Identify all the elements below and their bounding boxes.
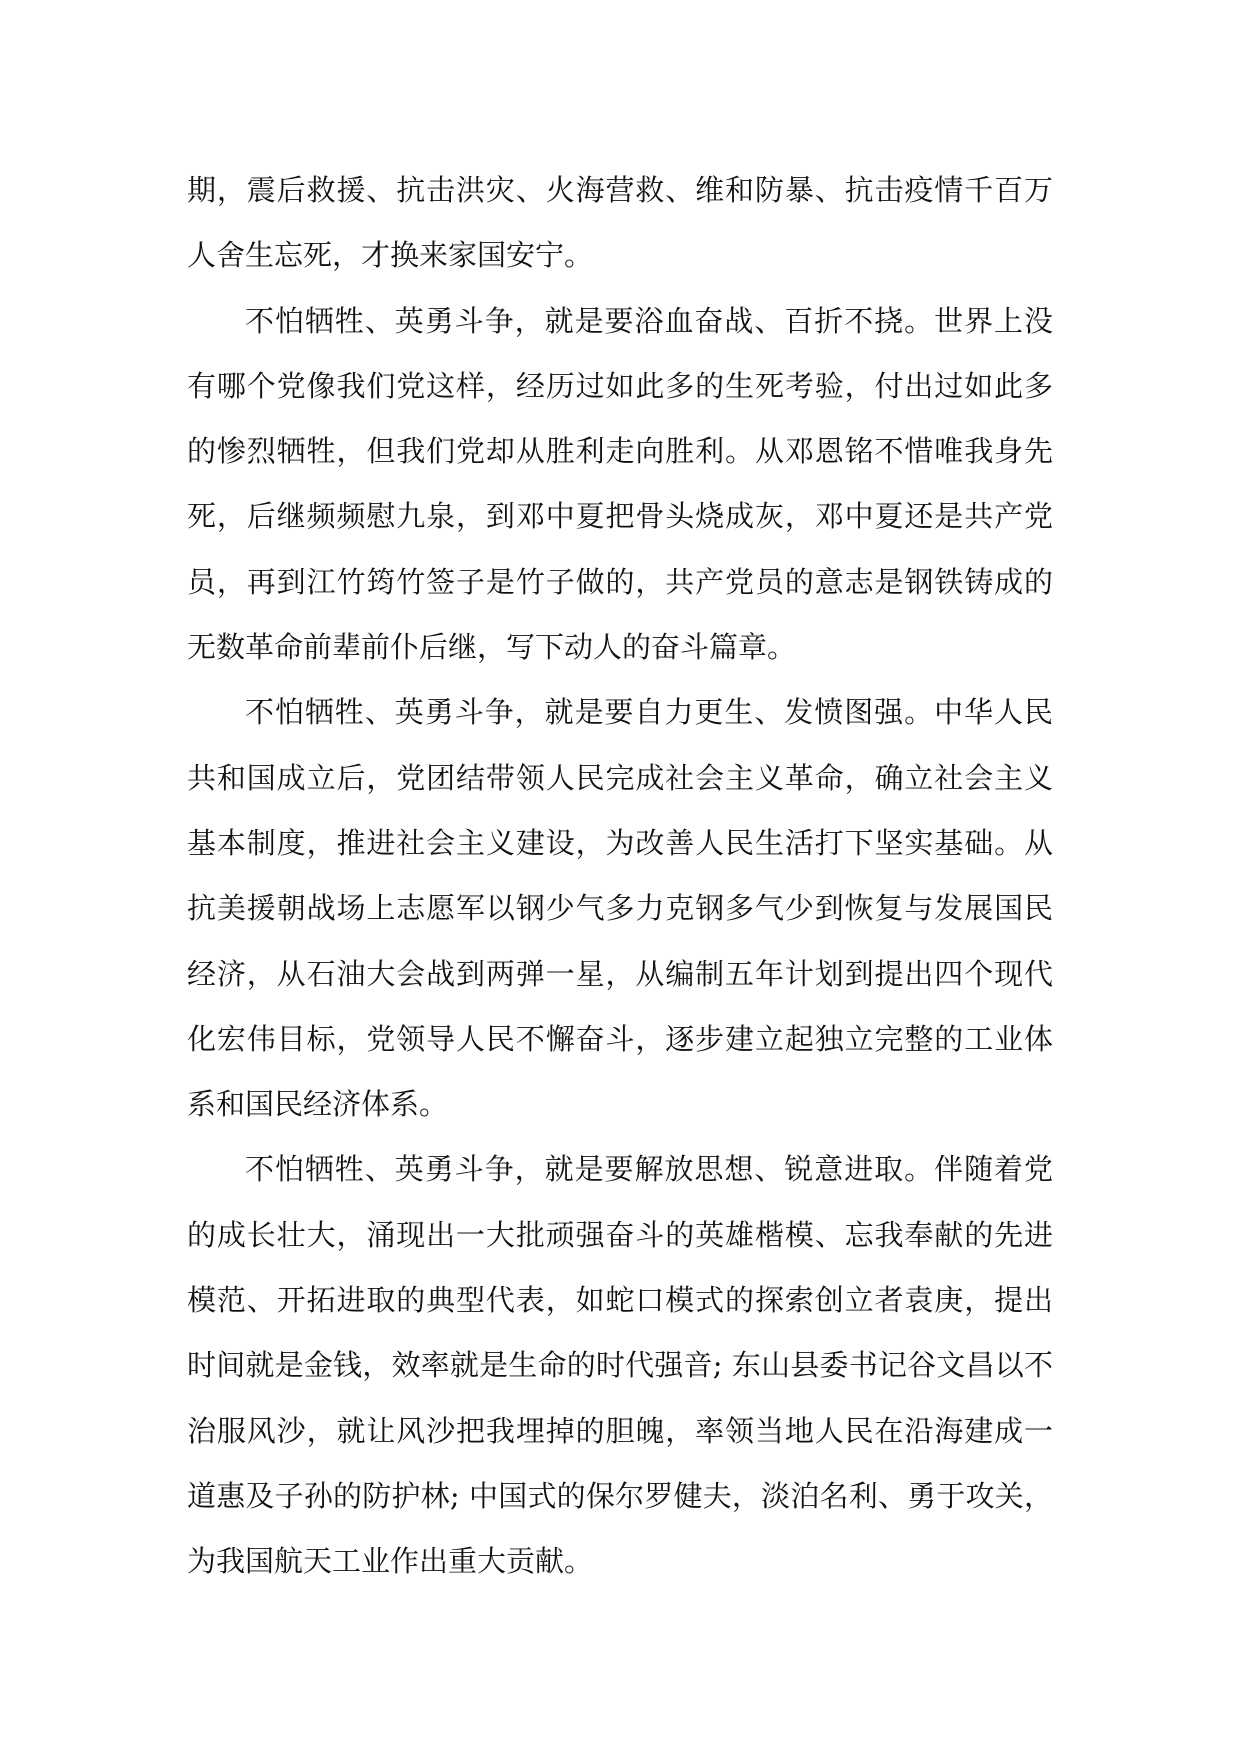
paragraph-self-reliance: 不怕牺牲、英勇斗争，就是要自力更生、发愤图强。中华人民共和国成立后，党团结带领人民完成社会主义革命，确立社会主义基本制度，推进社会主义建设，为改善人民生活打下坚实基础。从抗美援朝战场上志愿军以钢少气多力克钢多气少到恢复与发展国民经济，从石油大会战到两弹一星，从编制五年计划到提出四个现代化宏伟目标，党领导人民不懈奋斗，逐步建立起独立完整的工业体系和国民经济体系。	[187, 695, 1053, 1122]
paragraph-sacrifice-struggle: 不怕牺牲、英勇斗争，就是要浴血奋战、百折不挠。世界上没有哪个党像我们党这样，经历过如此多的生死考验，付出过如此多的惨烈牺牲，但我们党却从胜利走向胜利。从邓恩铭不惜唯我身先死，后继频频慰九泉，到邓中夏把骨头烧成灰，邓中夏还是共产党员，再到江竹筠竹签子是竹子做的，共产党员的意志是钢铁铸成的无数革命前辈前仆后继，写下动人的奋斗篇章。	[187, 303, 1053, 665]
paragraph-emancipate-mind: 不怕牺牲、英勇斗争，就是要解放思想、锐意进取。伴随着党的成长壮大，涌现出一大批顽强奋斗的英雄楷模、忘我奉献的先进模范、开拓进取的典型代表，如蛇口模式的探索创立者袁庚，提出时间就是金钱，效率就是生命的时代强音; 东山县委书记谷文昌以不治服风沙，就让风沙把我埋掉的胆魄，率领当地人民在沿海建成一道惠及子孙的防护林; 中国式的保尔罗健夫，淡泊名利、勇于攻关，为我国航天工业作出重大贡献。	[187, 1152, 1053, 1579]
paragraph-continuation: 期，震后救援、抗击洪灾、火海营救、维和防暴、抗击疫情千百万人舍生忘死，才换来家国安宁。	[187, 173, 1053, 273]
document-body	[187, 158, 1053, 1595]
